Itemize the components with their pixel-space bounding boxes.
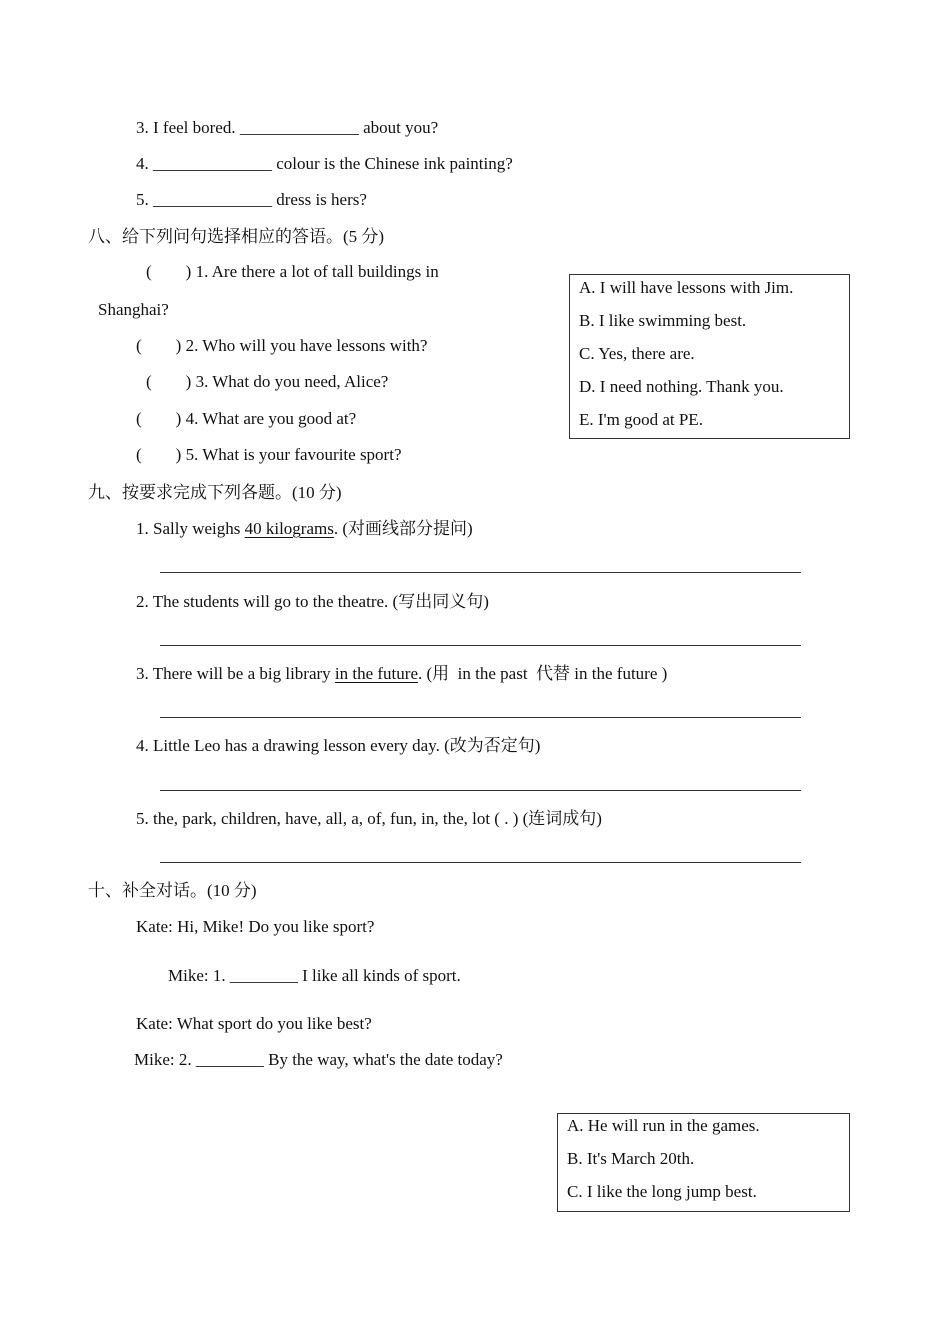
s8-option-b: B. I like swimming best. <box>579 311 747 330</box>
s10-options-box <box>557 1113 850 1212</box>
s10-line-2: Mike: 1. ________ I like all kinds of sport. <box>168 966 461 985</box>
s9-q3 <box>136 664 667 684</box>
s8-option-d: D. I need nothing. Thank you. <box>579 377 784 396</box>
s8-option-c: C. Yes, there are. <box>579 344 695 363</box>
s9-q1-text-a: 1. Sally weighs <box>136 519 245 538</box>
s10-line-1: Kate: Hi, Mike! Do you like sport? <box>136 917 375 936</box>
s8-q1: ( ) 1. Are there a lot of tall buildings in <box>146 262 439 281</box>
s10-option-c: C. I like the long jump best. <box>567 1182 757 1201</box>
s9-heading: 九、按要求完成下列各题。(10 分) <box>88 483 342 502</box>
s10-option-b: B. It's March 20th. <box>567 1149 695 1168</box>
s10-line-4: Mike: 2. ________ By the way, what's the date today? <box>134 1050 503 1069</box>
s9-q4: 4. Little Leo has a drawing lesson every day. (改为否定句) <box>136 736 541 755</box>
s8-q3: ( ) 3. What do you need, Alice? <box>146 372 389 391</box>
s10-option-a: A. He will run in the games. <box>567 1116 760 1135</box>
s9-answer-line-4[interactable] <box>160 790 801 791</box>
s9-q2: 2. The students will go to the theatre. (写出同义句) <box>136 592 489 611</box>
s9-answer-line-2[interactable] <box>160 645 801 646</box>
s7-q3: 3. I feel bored. ______________ about you? <box>136 118 439 137</box>
s7-q5: 5. ______________ dress is hers? <box>136 190 367 209</box>
s9-q1-underlined: 40 kilograms <box>244 519 334 538</box>
s9-answer-line-3[interactable] <box>160 717 801 718</box>
s9-answer-line-5[interactable] <box>160 862 801 863</box>
s7-q4: 4. ______________ colour is the Chinese ink painting? <box>136 154 513 173</box>
s8-q5: ( ) 5. What is your favourite sport? <box>136 445 402 464</box>
s9-q1 <box>136 519 473 539</box>
s8-options-box <box>569 274 850 439</box>
s10-heading: 十、补全对话。(10 分) <box>88 881 257 900</box>
s9-answer-line-1[interactable] <box>160 572 801 573</box>
s8-option-e: E. I'm good at PE. <box>579 410 703 429</box>
s10-line-3: Kate: What sport do you like best? <box>136 1014 372 1033</box>
s9-q3-text-b: . (用 in the past 代替 in the future ) <box>418 664 668 683</box>
s8-q2: ( ) 2. Who will you have lessons with? <box>136 336 428 355</box>
s9-q3-text-a: 3. There will be a big library <box>136 664 335 683</box>
s8-q1-cont: Shanghai? <box>98 300 169 319</box>
s9-q3-underlined: in the future <box>334 664 418 683</box>
s9-q5: 5. the, park, children, have, all, a, of, fun, in, the, lot ( . ) (连词成句) <box>136 809 602 828</box>
s8-heading: 八、给下列问句选择相应的答语。(5 分) <box>88 227 385 246</box>
s9-q1-text-b: . (对画线部分提问) <box>333 519 473 538</box>
s8-option-a: A. I will have lessons with Jim. <box>579 278 794 297</box>
s8-q4: ( ) 4. What are you good at? <box>136 409 357 428</box>
